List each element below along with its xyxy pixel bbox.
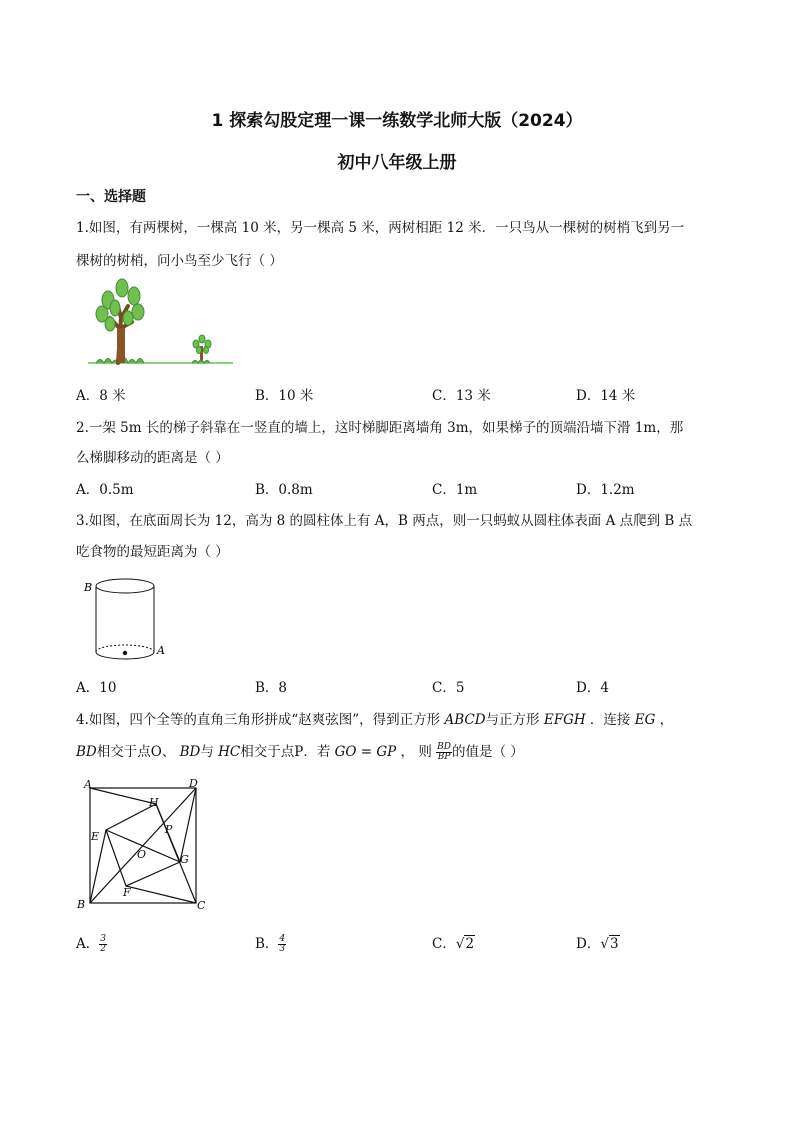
q2-option-c[interactable]: C．1m — [432, 482, 478, 498]
q2-text-line2: 么梯脚移动的距离是（ ） — [76, 450, 229, 466]
q3-option-d[interactable]: D．4 — [576, 680, 609, 696]
q3-text-line1: 3.如图，在底面周长为 12，高为 8 的圆柱体上有 A，B 两点，则一只蚂蚁从圆柱体表面 A 点爬到 B 点 — [76, 513, 693, 529]
q4-option-d[interactable]: D．√3 — [576, 936, 619, 952]
q3-cylinder-figure — [80, 574, 170, 666]
q2-option-b[interactable]: B．0.8m — [255, 482, 313, 498]
q4-label-e: E — [91, 830, 100, 843]
q4-text-line1: 4.如图，四个全等的直角三角形拼成“赵爽弦图”，得到正方形 ABCD与正方形 EFGH ．连接 EG ， — [76, 712, 674, 728]
q3-text-line2: 吃食物的最短距离为（ ） — [76, 544, 229, 560]
q1-trees-figure — [88, 278, 238, 370]
q4-label-a: A — [84, 778, 92, 791]
document-subtitle: 初中八年级上册 — [337, 153, 457, 173]
q2-option-d[interactable]: D．1.2m — [576, 482, 635, 498]
q4-option-b[interactable]: B． $\frac{4}{3}$ — [255, 934, 286, 954]
q2-text-line1: 2.一架 5m 长的梯子斜靠在一竖直的墙上，这时梯脚距离墙角 3m，如果梯子的顶端沿墙下滑 1m，那 — [76, 420, 684, 436]
q3-label-a: A — [157, 644, 165, 657]
q3-option-b[interactable]: B．8 — [255, 680, 288, 696]
q4-label-c: C — [197, 899, 206, 912]
q1-option-c[interactable]: C．13 米 — [432, 388, 491, 404]
q1-option-d[interactable]: D．14 米 — [576, 388, 636, 404]
q4-fraction: $\frac{BD}{BP}$ — [437, 742, 451, 762]
document-title: 1 探索勾股定理一课一练数学北师大版（2024） — [211, 111, 583, 131]
q1-option-a[interactable]: A．8 米 — [76, 388, 126, 404]
q4-label-h: H — [149, 796, 159, 809]
q4-label-d: D — [189, 777, 198, 790]
q4-text-line2: BD相交于点O、 BD与 HC相交于点P．若 GO = GP ， 则 $\frac{BD}{BP}$ 的值是（ ） — [76, 742, 524, 762]
q3-option-a[interactable]: A．10 — [76, 680, 117, 696]
q4-zhao-shuang-figure — [76, 778, 216, 912]
section-heading: 一、选择题 — [76, 189, 146, 205]
q4-option-c[interactable]: C．√2 — [432, 936, 475, 952]
q4-label-p: P — [165, 823, 173, 836]
q2-option-a[interactable]: A．0.5m — [76, 482, 134, 498]
q4-label-b: B — [77, 898, 86, 911]
q3-option-c[interactable]: C．5 — [432, 680, 465, 696]
q1-text-line2: 棵树的树梢，问小鸟至少飞行（ ） — [76, 253, 283, 269]
q1-option-b[interactable]: B．10 米 — [255, 388, 314, 404]
q4-label-g: G — [180, 853, 189, 866]
q4-label-f: F — [123, 886, 131, 899]
q1-text-line1: 1.如图，有两棵树，一棵高 10 米，另一棵高 5 米，两树相距 12 米．一只鸟从一棵树的树梢飞到另一 — [76, 220, 685, 236]
q4-label-o: O — [137, 848, 147, 861]
q4-option-a[interactable]: A． $\frac{3}{2}$ — [76, 934, 106, 954]
q3-label-b: B — [84, 581, 93, 594]
